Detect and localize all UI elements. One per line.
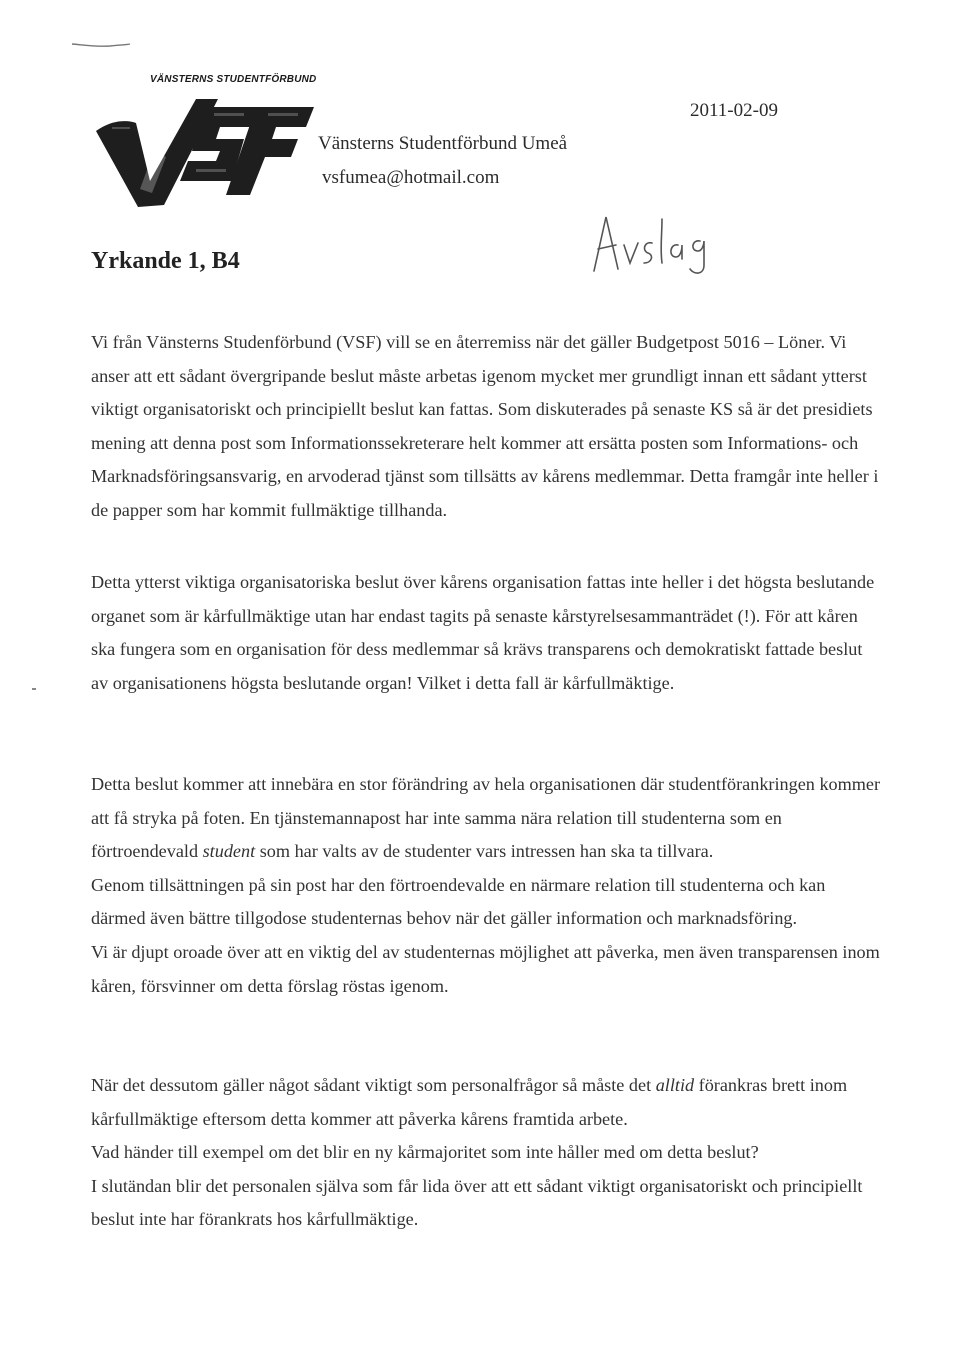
paragraph-3-text-b: som har valts av de studenter vars intressen han ska ta tillvara. (255, 841, 714, 862)
paragraph-3-text-c: Genom tillsättningen på sin post har den förtroendevalde en närmare relation till studenterna och kan därmed även bättre tillgodose studenternas behov när det gäller information och marknadsföring. (91, 874, 826, 929)
organization-name: Vänsterns Studentförbund Umeå (318, 133, 568, 154)
document-date: 2011-02-09 (690, 100, 778, 121)
paragraph-1: Vi från Vänsterns Studenförbund (VSF) vill se en återremiss när det gäller Budgetpost 5016 – Löner. Vi anser att ett sådant övergripande beslut måste arbetas igenom mycket mer grundligt innan ett sådant ytterst viktigt organisatoriskt och principiellt beslut kan fattas. Som diskuterades på senaste KS så är det presidiets mening att denna post som Informationssekreterare helt kommer att ersätta posten som Informations- och Marknadsföringsansvarig, en arvoderad tjänst som tillsätts av kårens medlemmar. Detta framgår inte heller i de papper som har kommit fullmäktige tillhanda. (91, 332, 879, 520)
document-title: Yrkande 1, B4 (91, 248, 240, 274)
handwritten-note (588, 205, 708, 277)
paragraph-3-text-a: Detta beslut kommer att innebära en stor förändring av hela organisationen där studentförankringen kommer att få stryka på foten. En tjänstemannapost har inte samma nära relation till studenterna som en förtroendevald (91, 774, 881, 862)
paragraph-4 (91, 1069, 881, 1237)
emphasis-alltid: alltid (655, 1075, 695, 1095)
vsf-logo (92, 85, 317, 215)
paragraph-4-text-a: När det dessutom gäller något sådant viktigt som personalfrågor så måste det (91, 1075, 656, 1095)
scan-speck (32, 688, 36, 690)
paragraph-4-text-d: I slutändan blir det personalen själva som får lida över att ett sådant viktigt organisatoriskt och principiellt beslut inte har förankrats hos kårfullmäktige. (91, 1175, 863, 1230)
scan-mark (70, 40, 132, 50)
organization-email: vsfumea@hotmail.com (322, 167, 500, 188)
paragraph-2: Detta ytterst viktiga organisatoriska beslut över kårens organisation fattas inte heller i det högsta beslutande organet som är kårfullmäktige utan har endast tagits på senaste kårstyrelsesammanträdet (!). För att kåren ska fungera som en organisation för dess medlemmar så krävs transparens och demokratiskt fattade beslut av organisationens högsta beslutande organ! Vilket i detta fall är kårfullmäktige. (91, 572, 875, 693)
paragraph-4-text-b: förankras brett inom kårfullmäktige eftersom detta kommer att påverka kårens framtida arbete. (91, 1075, 848, 1129)
paragraph-3-text-d: Vi är djupt oroade över att en viktig del av studenternas möjlighet att påverka, men även transparensen inom kåren, försvinner om detta förslag röstas igenom. (91, 941, 880, 996)
emphasis-student: student (202, 841, 256, 862)
paragraph-4-text-c: Vad händer till exempel om det blir en ny kårmajoritet som inte håller med om detta beslut? (91, 1142, 759, 1163)
brand-name: VÄNSTERNS STUDENTFÖRBUND (150, 74, 317, 85)
paragraph-3 (91, 768, 881, 1003)
